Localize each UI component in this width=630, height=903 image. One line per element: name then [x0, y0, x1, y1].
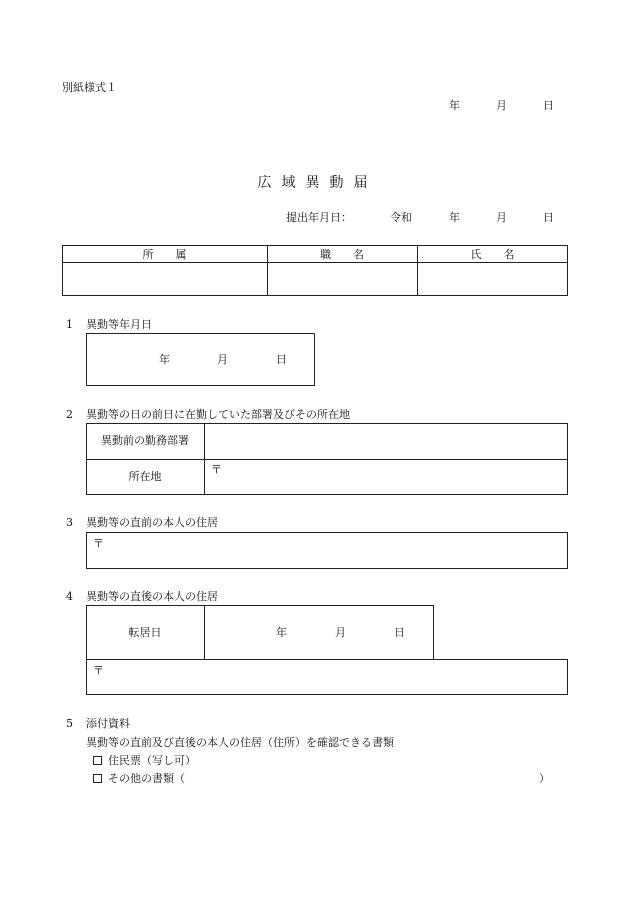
section-4-title: 異動等の直後の本人の住居 [86, 590, 218, 603]
submission-era: 令和 [390, 211, 412, 224]
section-1-number: 1 [66, 318, 73, 331]
section-1-title: 異動等年月日 [86, 318, 152, 331]
transfer-year: 年 [159, 353, 170, 366]
section-4-number: 4 [66, 590, 73, 603]
office-location-label: 所在地 [128, 470, 162, 483]
attachment-description: 異動等の直前及び直後の本人の住居（住所）を確認できる書類 [86, 736, 394, 749]
section-3-title: 異動等の直前の本人の住居 [86, 516, 218, 529]
header-affiliation: 所 属 [142, 248, 187, 261]
document-title: 広域異動届 [257, 175, 378, 191]
transfer-month: 月 [217, 353, 228, 366]
top-date-day: 日 [543, 99, 554, 112]
header-name: 氏 名 [470, 248, 515, 261]
section-5-number: 5 [66, 717, 73, 730]
office-location-postal-mark: 〒 [211, 463, 222, 476]
form-number: 別紙様式１ [62, 81, 117, 94]
previous-office-field[interactable] [205, 424, 567, 459]
other-documents-label: その他の書類（ [108, 772, 185, 785]
option-resident-record [93, 755, 196, 766]
top-date-month: 月 [496, 99, 507, 112]
other-documents-field[interactable] [198, 771, 536, 787]
residence-before-box[interactable] [86, 532, 568, 569]
residence-before-postal-mark: 〒 [93, 537, 104, 550]
office-location-field[interactable] [225, 460, 567, 494]
section-3-number: 3 [66, 516, 73, 529]
residence-after-box[interactable] [86, 659, 568, 695]
section-2-title: 異動等の日の前日に在勤していた部署及びその所在地 [86, 408, 350, 421]
move-date-label: 転居日 [128, 626, 162, 639]
other-documents-checkbox[interactable] [93, 774, 102, 783]
submission-month: 月 [496, 211, 507, 224]
name-field[interactable] [418, 263, 567, 295]
affiliation-field[interactable] [63, 263, 266, 295]
option-other-documents [93, 773, 185, 784]
move-date-month: 月 [335, 626, 346, 639]
residence-after-postal-mark: 〒 [93, 664, 104, 677]
submission-day: 日 [543, 211, 554, 224]
move-date-year: 年 [276, 626, 287, 639]
header-job-title: 職 名 [320, 248, 364, 261]
section-5-title: 添付資料 [86, 717, 130, 730]
job-title-field[interactable] [268, 263, 416, 295]
resident-record-checkbox[interactable] [93, 756, 102, 765]
transfer-day: 日 [276, 353, 287, 366]
resident-record-label: 住民票（写し可） [108, 754, 196, 767]
submission-year: 年 [449, 211, 460, 224]
move-date-field[interactable] [205, 606, 433, 659]
move-date-day: 日 [394, 626, 405, 639]
section-2-number: 2 [66, 408, 73, 421]
previous-office-label: 異動前の勤務部署 [101, 434, 189, 447]
top-date-year: 年 [449, 99, 460, 112]
submission-label: 提出年月日： [286, 211, 352, 224]
other-documents-close-paren: ） [539, 772, 550, 785]
